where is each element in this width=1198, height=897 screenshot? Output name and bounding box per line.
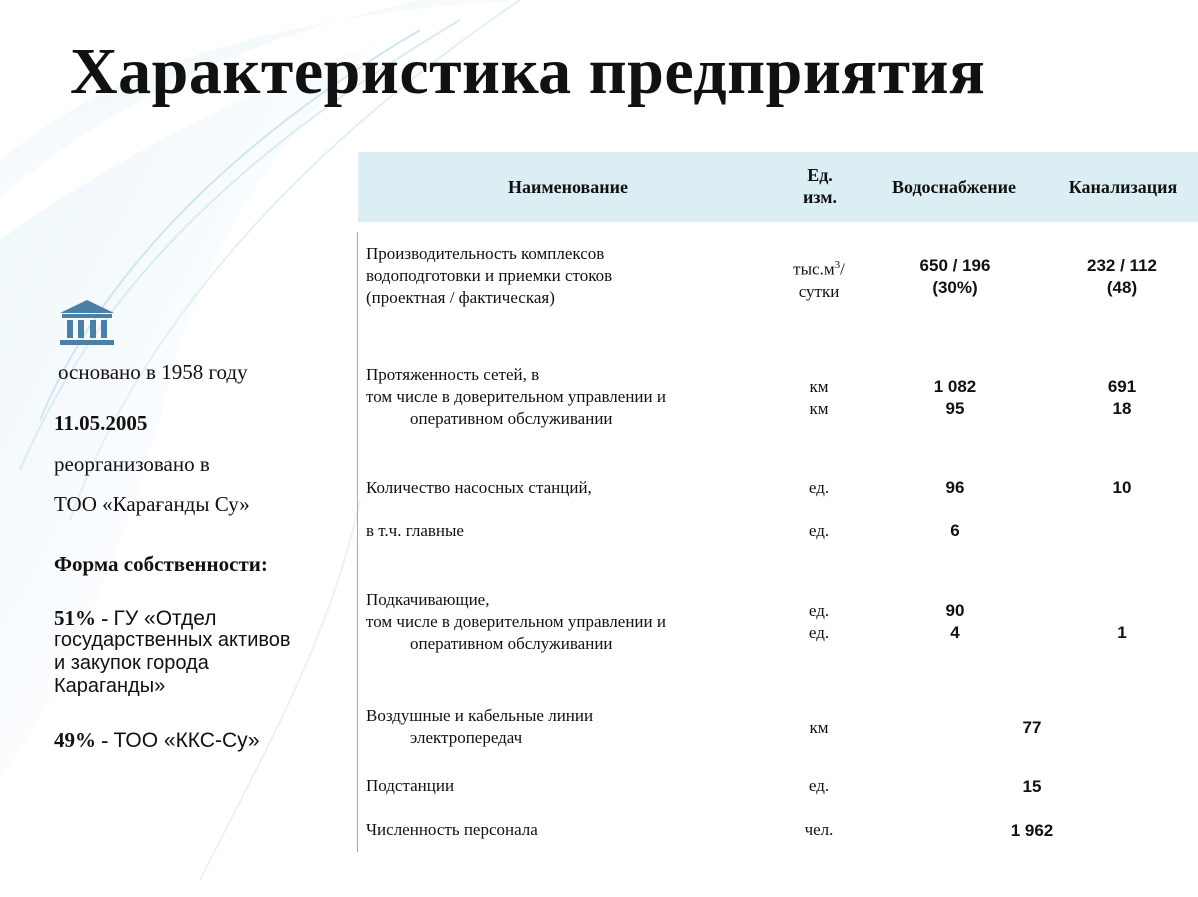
row1-unit-line1 [779, 254, 859, 281]
row4-unit: ед. [808, 521, 830, 540]
row1-unit-text: тыс.м [793, 259, 835, 279]
owner2-line [54, 728, 260, 753]
row5-name [366, 589, 666, 655]
row1-unit-slash: / [840, 259, 845, 279]
ownership-heading: Форма собственности: [54, 552, 268, 576]
header-unit [780, 164, 860, 208]
page-title: Характеристика предприятия [70, 35, 986, 108]
row2-unit-line1: км [809, 377, 829, 396]
row1-water-line1: 650 / 196 [919, 256, 991, 275]
row8-unit: чел. [804, 820, 834, 839]
row6-merged-value: 77 [1022, 718, 1042, 737]
row7-unit: ед. [808, 776, 830, 795]
row8-name: Численность персонала [366, 820, 538, 839]
row2-name-line2: том числе в доверительном управлении и [366, 387, 666, 406]
row6-name [366, 705, 593, 749]
row5-water-line1: 90 [945, 601, 965, 620]
row6-unit: км [809, 718, 829, 737]
row5-unit-line2: ед. [808, 623, 830, 642]
row1-sewer [1062, 255, 1182, 299]
row3-unit: ед. [808, 478, 830, 497]
row2-sewer-line1: 691 [1107, 377, 1137, 396]
row5-name-line3: оперативном обслуживании [410, 634, 613, 653]
table-left-divider [357, 232, 358, 852]
header-sewer: Канализация [1068, 177, 1178, 197]
row3-name: Количество насосных станций, [366, 478, 592, 497]
row1-water [895, 255, 1015, 299]
header-water: Водоснабжение [891, 177, 1017, 197]
owner1-percent: 51% - [54, 606, 114, 630]
reorg-text-line2: ТОО «Карағанды Су» [54, 492, 250, 516]
row1-water-line2: (30%) [932, 278, 978, 297]
row5-sewer: 1 [1117, 623, 1127, 642]
row1-name-line2: водоподготовки и приемки стоков [366, 266, 613, 285]
row2-name [366, 364, 666, 430]
owner2-name: ТОО «ККС-Су» [113, 729, 260, 752]
row1-unit-line2: сутки [798, 281, 840, 301]
owner1-name-line4: Караганды» [54, 675, 166, 697]
header-name: Наименование [508, 177, 628, 197]
row1-unit-sup: 3 [834, 259, 841, 271]
row6-name-line2: электропередач [410, 728, 523, 747]
founded-text: основано в 1958 году [58, 360, 248, 384]
row7-merged-value: 15 [1022, 777, 1042, 796]
row2-unit [779, 376, 859, 420]
row3-sewer: 10 [1112, 478, 1132, 497]
row1-sewer-line1: 232 / 112 [1087, 256, 1157, 275]
owner1-line1 [54, 606, 216, 631]
row2-name-line1: Протяженность сетей, в [366, 365, 540, 384]
row4-name: в т.ч. главные [366, 521, 464, 540]
row1-name-line1: Производительность комплексов [366, 244, 605, 263]
bank-building-icon [58, 300, 116, 348]
row1-name [366, 243, 612, 309]
row2-sewer [1062, 376, 1182, 420]
owner2-percent: 49% - [54, 728, 114, 752]
row4-water: 6 [950, 521, 960, 540]
row6-name-line1: Воздушные и кабельные линии [366, 706, 594, 725]
row2-sewer-line2: 18 [1112, 399, 1132, 418]
table-header [358, 152, 1198, 222]
row5-name-line2: том числе в доверительном управлении и [366, 612, 666, 631]
row2-water-line1: 1 082 [933, 377, 977, 396]
header-unit-line2: изм. [802, 187, 838, 207]
row5-water [895, 600, 1015, 644]
owner1-name-line2: государственных активов [54, 629, 291, 651]
row5-water-line2: 4 [950, 623, 960, 642]
row1-unit [779, 254, 859, 303]
row2-unit-line2: км [809, 399, 829, 418]
header-unit-line1: Ед. [807, 165, 833, 185]
row2-water [895, 376, 1015, 420]
owner1-name-line1: ГУ «Отдел [113, 607, 217, 630]
owner1-name-line3: и закупок города [54, 652, 209, 674]
row5-unit [779, 600, 859, 644]
row2-name-line3: оперативном обслуживании [410, 409, 613, 428]
row3-water: 96 [945, 478, 965, 497]
row8-merged-value: 1 962 [1010, 821, 1054, 840]
row1-sewer-line2: (48) [1106, 278, 1138, 297]
row7-name: Подстанции [366, 776, 455, 795]
row1-name-line3: (проектная / фактическая) [366, 288, 555, 307]
reorg-text-line1: реорганизовано в [54, 452, 210, 476]
row5-name-line1: Подкачивающие, [366, 590, 490, 609]
row2-water-line2: 95 [945, 399, 965, 418]
row5-unit-line1: ед. [808, 601, 830, 620]
reorg-date: 11.05.2005 [54, 411, 148, 435]
